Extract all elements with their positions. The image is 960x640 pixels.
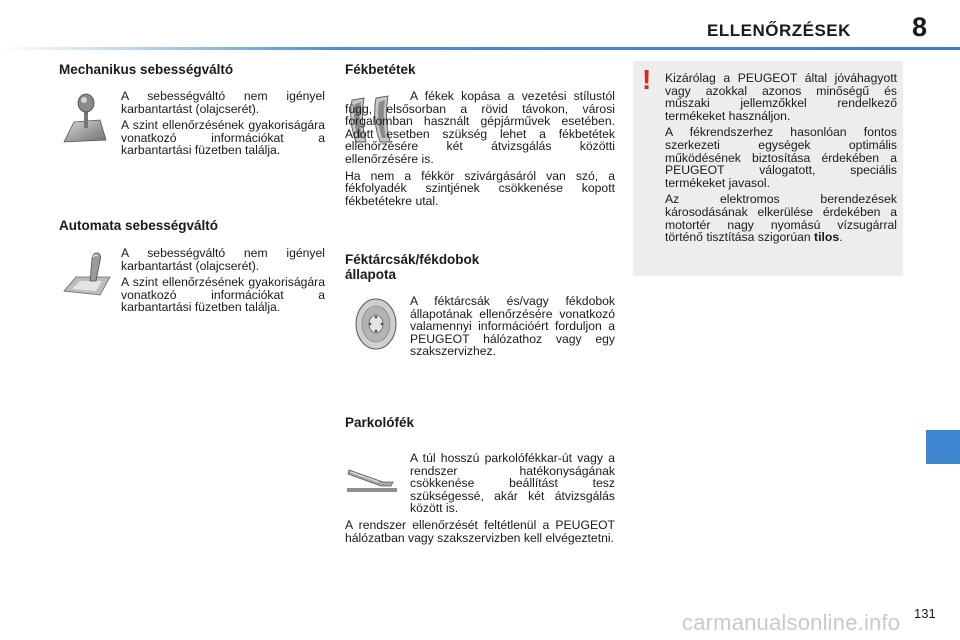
manual-gearbox-heading: Mechanikus sebességváltó bbox=[59, 62, 234, 77]
manual-gearbox-p1: A sebességváltó nem igényel karbantartást (olajcserét). bbox=[121, 89, 325, 116]
header-divider bbox=[0, 47, 960, 50]
parking-brake-text bbox=[345, 452, 615, 548]
brake-discs-heading bbox=[345, 252, 479, 282]
warning-p3 bbox=[665, 193, 897, 243]
parking-brake-p1: A túl hosszú parkolófékkar-út vagy a rendszer hatékonyságának csökkenése beállítást tesz szükségessé, akár két átvizsgálás között is. bbox=[410, 451, 615, 516]
brake-discs-heading-line1: Féktárcsák/fékdobok bbox=[345, 252, 480, 267]
page-number: 131 bbox=[914, 606, 936, 621]
warning-p1: Kizárólag a PEUGEOT által jóváhagyott vagy azokkal azonos minőségű és műszaki jellemzőkkel rendelkező termékeket használjon. bbox=[665, 71, 897, 123]
automatic-gearbox-p1: A sebességváltó nem igényel karbantartást (olajcserét). bbox=[121, 246, 325, 273]
warning-p3-end: . bbox=[839, 230, 843, 245]
manual-gearbox-text bbox=[121, 90, 325, 161]
chapter-number: 8 bbox=[912, 12, 928, 42]
brake-discs-heading-line2: állapota bbox=[345, 267, 397, 282]
manual-gearbox-p2: A szint ellenőrzésének gyakoriságára vonatkozó információkat a karbantartási füzetben találja. bbox=[121, 118, 325, 158]
warning-p2: A fékrendszerhez hasonlóan fontos szerkezeti egységek optimális működésének biztosítása érdekében a PEUGEOT válogatott, speciális termékeket javasol. bbox=[665, 125, 897, 190]
automatic-gearbox-text bbox=[121, 247, 325, 318]
parking-brake-heading: Parkolófék bbox=[345, 415, 415, 430]
brake-pads-heading: Fékbetétek bbox=[345, 62, 416, 77]
brake-discs-text bbox=[410, 295, 615, 362]
brake-disc-icon bbox=[350, 297, 400, 352]
watermark: carmanualsonline.info bbox=[682, 610, 901, 635]
warning-p3-text: Az elektromos berendezések károsodásának elkerülése érdekében a motortér nagy nyomású vízsugárral történő tisztítása szigorúan bbox=[665, 192, 897, 245]
automatic-gearbox-heading: Automata sebességváltó bbox=[59, 218, 219, 233]
brake-pads-p2: Ha nem a fékkör szivárgásáról van szó, a fékfolyadék szintjének csökkenése kopott fékbetétekre utal. bbox=[345, 168, 615, 208]
warning-exclamation-icon: ! bbox=[642, 64, 652, 95]
warning-p3-emphasis: tilos bbox=[814, 230, 840, 245]
brake-pads-p1: A fékek kopása a vezetési stílustól függ, elsősorban a rövid távokon, városi forgalomban használt gépjárművek esetében. Adott esetben szükség lehet a fékbetétek ellenőrzésére két átvizsgálás közötti ellenőrzésére is. bbox=[345, 89, 615, 166]
chapter-side-tab bbox=[926, 430, 960, 464]
chapter-title: ELLENŐRZÉSEK bbox=[707, 21, 851, 40]
warning-text bbox=[665, 72, 897, 248]
automatic-gearbox-p2: A szint ellenőrzésének gyakoriságára vonatkozó információkat a karbantartási füzetben találja. bbox=[121, 275, 325, 315]
manual-gear-lever-icon bbox=[60, 92, 110, 152]
brake-pads-text bbox=[345, 90, 615, 211]
brake-discs-p1: A féktárcsák és/vagy fékdobok állapotának ellenőrzésére vonatkozó valamennyi információért forduljon a PEUGEOT hálózathoz vagy egy szakszervizhez. bbox=[410, 294, 615, 359]
automatic-gear-selector-icon bbox=[60, 247, 115, 302]
parking-brake-p2: A rendszer ellenőrzését feltétlenül a PEUGEOT hálózatban vagy szakszervizben kell elvégeztetni. bbox=[345, 517, 615, 545]
